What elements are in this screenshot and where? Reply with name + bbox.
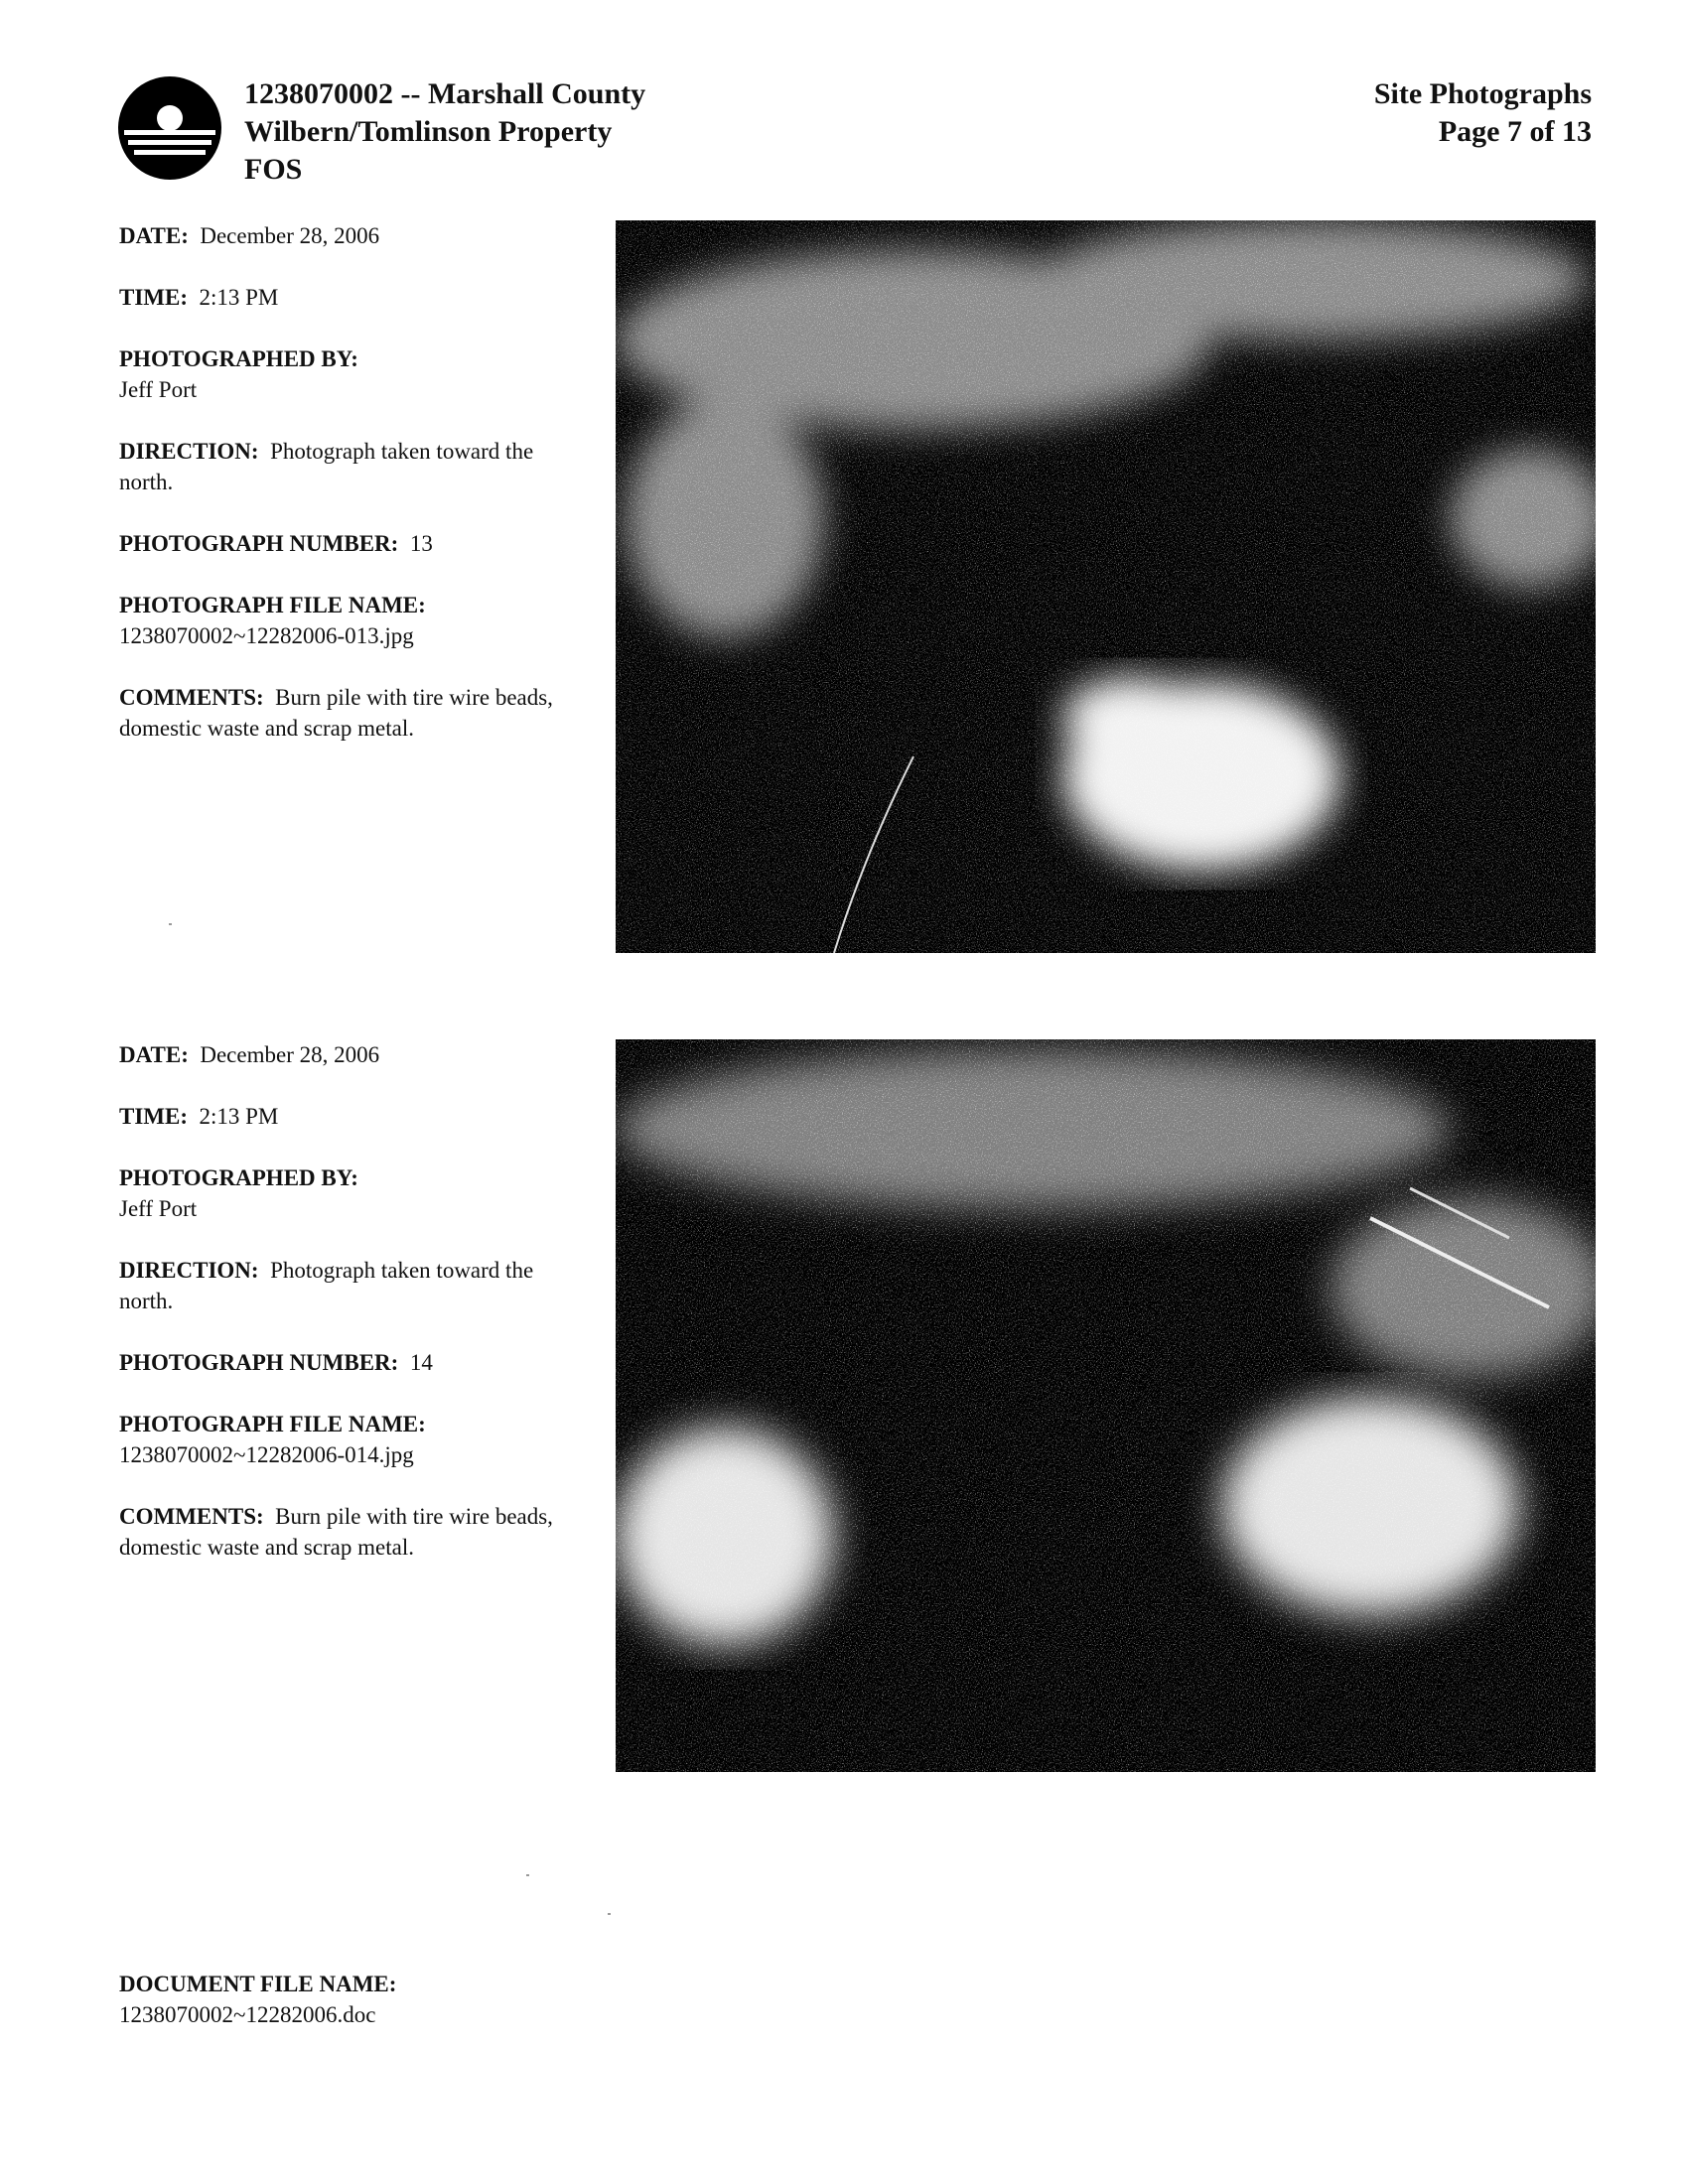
time-value: 2:13 PM: [199, 285, 279, 310]
comments-value: Burn pile with tire wire beads, domestic waste and scrap metal.: [119, 685, 553, 741]
direction-value: Photograph taken toward the north.: [119, 1258, 534, 1313]
comments-row: COMMENTS: Burn pile with tire wire beads, domestic waste and scrap metal.: [119, 1504, 553, 1560]
time-row: TIME: 2:13 PM: [119, 285, 279, 310]
photo-entry-14: [119, 1039, 586, 1593]
site-photo-14: [616, 1039, 1596, 1772]
photo-file-value: 1238070002~12282006-014.jpg: [119, 1442, 414, 1467]
time-row: TIME: 2:13 PM: [119, 1104, 279, 1129]
header-office: FOS: [244, 153, 303, 186]
document-file-name: [119, 1969, 396, 2030]
photographer-row: PHOTOGRAPHED BY: Jeff Port: [119, 346, 358, 402]
photo-number-row: PHOTOGRAPH NUMBER: 13: [119, 531, 433, 556]
photographer-value: Jeff Port: [119, 377, 198, 402]
scan-speck: [608, 1913, 611, 1915]
document-header: [244, 75, 645, 189]
page-number: Page 7 of 13: [1438, 115, 1592, 148]
site-photo-13: [616, 220, 1596, 953]
photo-file-row: PHOTOGRAPH FILE NAME: 1238070002~12282006-013.jpg: [119, 593, 426, 648]
direction-value: Photograph taken toward the north.: [119, 439, 534, 494]
agency-logo: [116, 74, 223, 182]
photographer-value: Jeff Port: [119, 1196, 198, 1221]
page-header-right: [1374, 75, 1592, 151]
comments-value: Burn pile with tire wire beads, domestic waste and scrap metal.: [119, 1504, 553, 1560]
direction-row: DIRECTION: Photograph taken toward the north.: [119, 1258, 534, 1313]
date-value: December 28, 2006: [200, 223, 380, 248]
scan-speck: [169, 923, 172, 925]
direction-row: DIRECTION: Photograph taken toward the north.: [119, 439, 534, 494]
photo-file-value: 1238070002~12282006-013.jpg: [119, 623, 414, 648]
photo-number-row: PHOTOGRAPH NUMBER: 14: [119, 1350, 433, 1375]
photo-number-value: 13: [409, 531, 433, 556]
comments-row: COMMENTS: Burn pile with tire wire beads, domestic waste and scrap metal.: [119, 685, 553, 741]
date-row: DATE: December 28, 2006: [119, 1042, 380, 1067]
photo-number-value: 14: [409, 1350, 433, 1375]
header-property: Wilbern/Tomlinson Property: [244, 115, 613, 148]
section-title: Site Photographs: [1373, 77, 1592, 110]
header-site-id: 1238070002 -- Marshall County: [244, 77, 646, 110]
doc-file-label: DOCUMENT FILE NAME:: [119, 1972, 397, 1996]
time-value: 2:13 PM: [199, 1104, 279, 1129]
scan-speck: [526, 1874, 529, 1876]
date-value: December 28, 2006: [200, 1042, 380, 1067]
date-row: DATE: December 28, 2006: [119, 223, 380, 248]
photographer-row: PHOTOGRAPHED BY: Jeff Port: [119, 1165, 358, 1221]
photo-entry-13: [119, 220, 586, 774]
photo-file-row: PHOTOGRAPH FILE NAME: 1238070002~12282006-014.jpg: [119, 1412, 426, 1467]
doc-file-value: 1238070002~12282006.doc: [119, 2002, 376, 2027]
